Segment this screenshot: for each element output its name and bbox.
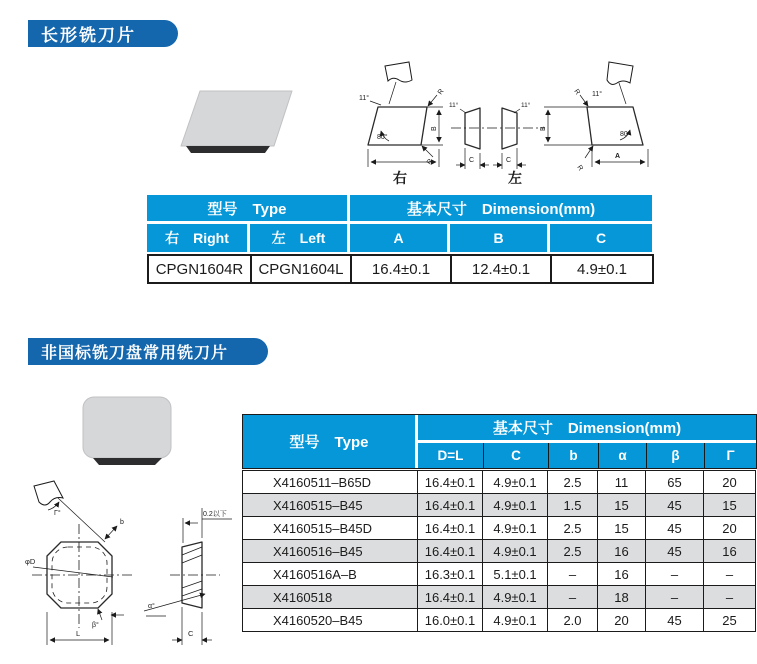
table-row — [148, 255, 653, 283]
long-insert-table — [147, 254, 654, 284]
value-cell: 4.9±0.1 — [483, 540, 548, 563]
value-cell: 16.4±0.1 — [418, 586, 483, 609]
value-cell: 45 — [646, 494, 704, 517]
value-cell: 45 — [646, 609, 704, 632]
value-cell: 4.9±0.1 — [483, 609, 548, 632]
value-cell: 65 — [646, 471, 704, 494]
angle-alpha-label: α° — [148, 603, 155, 610]
table-row — [243, 471, 756, 494]
long-insert-technical-drawing — [358, 54, 658, 186]
tolerance-label: 0.2以下 — [203, 511, 227, 518]
col-header-right: 右 Right — [147, 224, 250, 252]
angle-beta-label: β° — [92, 622, 99, 629]
col-header-b: b — [548, 443, 598, 468]
value-cell: 16.4±0.1 — [418, 471, 483, 494]
value-cell: 18 — [598, 586, 646, 609]
value-cell: 45 — [646, 517, 704, 540]
model-cell: X4160515–B45 — [243, 494, 418, 517]
value-cell: 16.4±0.1 — [418, 494, 483, 517]
model-cell: X4160516A–B — [243, 563, 418, 586]
square-insert-table — [242, 470, 756, 632]
col-header-c: C — [483, 443, 548, 468]
value-cell: – — [704, 563, 756, 586]
model-cell: X4160511–B65D — [243, 471, 418, 494]
col-header-left: 左 Left — [250, 224, 350, 252]
col-header-type: 型号 Type — [243, 415, 418, 468]
value-cell: 16.4±0.1 — [418, 517, 483, 540]
radius-label: R — [572, 88, 581, 97]
dim-a-label: A — [615, 153, 621, 160]
section2-title: 非国标铣刀盘常用铣刀片 — [41, 345, 229, 362]
value-cell: 4.9±0.1 — [483, 494, 548, 517]
col-header-alpha: α — [598, 443, 646, 468]
value-cell: 16 — [598, 563, 646, 586]
value-cell: 2.0 — [548, 609, 598, 632]
angle-11-label: 11° — [359, 95, 370, 102]
value-cell: – — [548, 586, 598, 609]
diameter-label: φD — [25, 557, 36, 566]
model-cell: X4160518 — [243, 586, 418, 609]
value-cell: 16.0±0.1 — [418, 609, 483, 632]
square-insert-table-header — [242, 414, 757, 469]
value-cell: 25 — [704, 609, 756, 632]
col-header-a: A — [350, 224, 450, 252]
dim-b-label: B — [540, 126, 547, 131]
value-cell: 12.4±0.1 — [451, 255, 551, 283]
angle-gamma-label: Γ° — [54, 510, 61, 517]
view-left-label: 左 — [508, 170, 522, 186]
table-row — [243, 609, 756, 632]
col-header-b: B — [450, 224, 550, 252]
value-cell: 20 — [704, 517, 756, 540]
value-cell: 15 — [598, 494, 646, 517]
view-right-label: 右 — [393, 170, 407, 186]
long-insert-image — [178, 86, 298, 156]
value-cell: 4.9±0.1 — [483, 517, 548, 540]
dim-l-label: L — [76, 629, 81, 638]
col-header-dimension: 基本尺寸 Dimension(mm) — [418, 415, 756, 443]
long-insert-table-header — [147, 195, 652, 252]
value-cell: 15 — [598, 517, 646, 540]
angle-80-label: 80° — [620, 131, 631, 138]
value-cell: 1.5 — [548, 494, 598, 517]
radius-label: R — [436, 87, 446, 97]
model-cell: CPGN1604L — [251, 255, 351, 283]
table-row — [243, 540, 756, 563]
value-cell: 2.5 — [548, 471, 598, 494]
square-insert-image — [80, 394, 175, 472]
value-cell: 16.3±0.1 — [418, 563, 483, 586]
value-cell: – — [704, 586, 756, 609]
dim-c-label: C — [188, 629, 194, 638]
col-header-beta: β — [646, 443, 704, 468]
col-header-type: 型号 Type — [147, 195, 350, 224]
value-cell: – — [646, 586, 704, 609]
value-cell: – — [548, 563, 598, 586]
dim-b-label: b — [120, 519, 124, 526]
value-cell: 5.1±0.1 — [483, 563, 548, 586]
angle-11-label: 11° — [449, 102, 459, 109]
value-cell: 4.9±0.1 — [551, 255, 653, 283]
value-cell: 20 — [598, 609, 646, 632]
table-row — [243, 494, 756, 517]
value-cell: 16.4±0.1 — [351, 255, 451, 283]
table-row — [243, 586, 756, 609]
dim-c-label: C — [506, 157, 512, 164]
radius-label: R — [575, 164, 584, 173]
section1-title: 长形铣刀片 — [41, 26, 136, 45]
dim-c-label: C — [469, 157, 475, 164]
col-header-dimension: 基本尺寸 Dimension(mm) — [350, 195, 652, 224]
value-cell: 20 — [704, 471, 756, 494]
value-cell: – — [646, 563, 704, 586]
radius-label: R — [425, 157, 435, 167]
angle-80-label: 80° — [377, 134, 388, 141]
dim-b-label: B — [431, 126, 438, 131]
model-cell: X4160520–B45 — [243, 609, 418, 632]
value-cell: 11 — [598, 471, 646, 494]
value-cell: 4.9±0.1 — [483, 471, 548, 494]
model-cell: X4160515–B45D — [243, 517, 418, 540]
section2-title-banner — [28, 338, 268, 365]
angle-11-label: 11° — [592, 91, 603, 98]
model-cell: CPGN1604R — [148, 255, 251, 283]
col-header-c: C — [550, 224, 652, 252]
value-cell: 16 — [704, 540, 756, 563]
angle-11-label: 11° — [521, 102, 531, 109]
value-cell: 16 — [598, 540, 646, 563]
value-cell: 16.4±0.1 — [418, 540, 483, 563]
col-header-gamma: Γ — [704, 443, 756, 468]
value-cell: 2.5 — [548, 540, 598, 563]
model-cell: X4160516–B45 — [243, 540, 418, 563]
section1-title-banner — [28, 20, 178, 47]
col-header-dl: D=L — [418, 443, 483, 468]
table-row — [243, 563, 756, 586]
table-row — [243, 517, 756, 540]
value-cell: 2.5 — [548, 517, 598, 540]
value-cell: 45 — [646, 540, 704, 563]
value-cell: 4.9±0.1 — [483, 586, 548, 609]
square-insert-technical-drawing — [12, 478, 242, 664]
value-cell: 15 — [704, 494, 756, 517]
